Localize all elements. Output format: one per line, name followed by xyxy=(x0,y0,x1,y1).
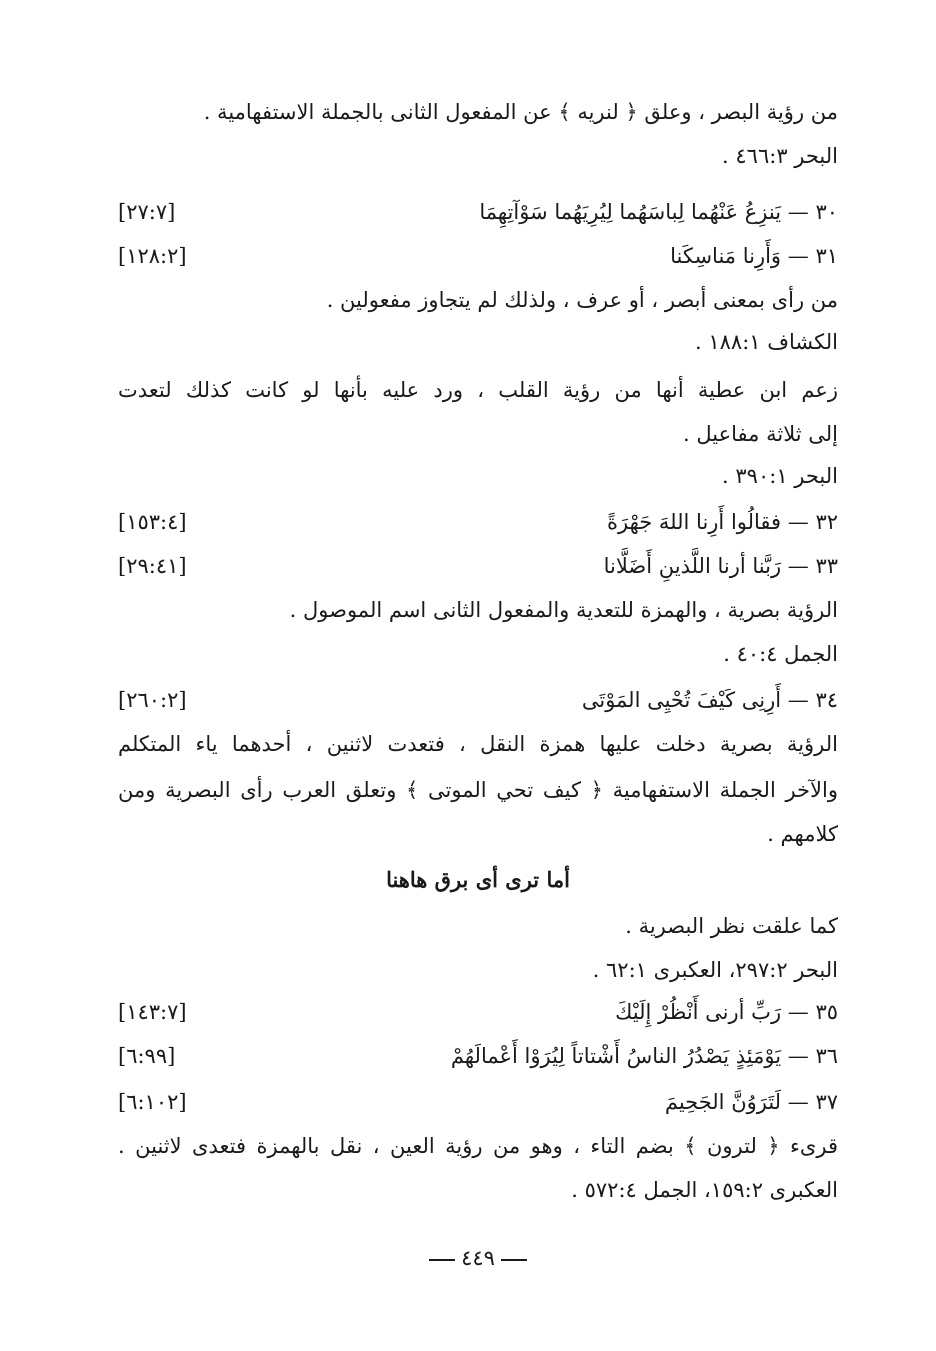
verse-ref-35: [١٤٣:٧] xyxy=(118,1000,187,1024)
text-line: زعم ابن عطية أنها من رؤية القلب ، ورد عليه بأنها لو كانت كذلك لتعدت xyxy=(118,378,838,402)
verse-line-35: ٣٥ — رَبِّ أرنى أَنْظُرْ إِلَيْكَ xyxy=(615,1000,838,1024)
page-number xyxy=(418,1242,538,1274)
text-line: قرىء ﴿ لترون ﴾ بضم التاء ، وهو من رؤية العين ، نقل بالهمزة فتعدى لاثنين . xyxy=(118,1134,838,1158)
verse-ref-32: [١٥٣:٤] xyxy=(118,510,187,534)
dash-decoration xyxy=(429,1259,455,1261)
text-line: من رؤية البصر ، وعلق ﴿ لنريه ﴾ عن المفعول الثانى بالجملة الاستفهامية . xyxy=(203,100,838,124)
text-line: إلى ثلاثة مفاعيل . xyxy=(683,422,838,446)
page-number-text: ٤٤٩ xyxy=(461,1246,495,1270)
verse-ref-36: [٦:٩٩] xyxy=(118,1044,176,1068)
citation-line: البحر ٢٩٧:٢، العكبرى ٦٢:١ . xyxy=(592,958,838,982)
verse-ref-31: [١٢٨:٢] xyxy=(118,244,187,268)
text-line: كلامهم . xyxy=(767,822,838,846)
text-line: والآخر الجملة الاستفهامية ﴿ كيف تحي الموتى ﴾ وتعلق العرب رأى البصرية ومن xyxy=(118,778,838,802)
text-line: الرؤية بصرية ، والهمزة للتعدية والمفعول الثانى اسم الموصول . xyxy=(289,598,838,622)
text-line: كما علقت نظر البصرية . xyxy=(625,914,838,938)
text-line: من رأى بمعنى أبصر ، أو عرف ، ولذلك لم يتجاوز مفعولين . xyxy=(326,288,838,312)
verse-line-37: ٣٧ — لَتَرَوُنَّ الجَحِيمَ xyxy=(664,1090,838,1114)
verse-ref-33: [٢٩:٤١] xyxy=(118,554,187,578)
verse-ref-34: [٢٦٠:٢] xyxy=(118,688,187,712)
citation-line: الجمل ٤٠:٤ . xyxy=(723,642,838,666)
verse-line-36: ٣٦ — يَوْمَئِذٍ يَصْدُرُ الناسُ أَشْتاتاً لِيُرَوْا أَعْمالَهُمْ xyxy=(450,1044,838,1068)
verse-ref-37: [٦:١٠٢] xyxy=(118,1090,187,1114)
citation-line: البحر ٤٦٦:٣ . xyxy=(722,144,838,168)
verse-line-33: ٣٣ — رَبَّنا أرنا اللَّذينِ أَضَلَّانا xyxy=(603,554,838,578)
citation-line: الكشاف ١٨٨:١ . xyxy=(695,330,838,354)
verse-line-31: ٣١ — وَأَرِنا مَناسِكَنا xyxy=(670,244,838,268)
citation-line: العكبرى ١٥٩:٢، الجمل ٥٧٢:٤ . xyxy=(571,1178,838,1202)
verse-line-30: ٣٠ — يَنزِعُ عَنْهُما لِباسَهُما لِيُرِيَهُما سَوْآتِهِمَا xyxy=(479,200,838,224)
verse-ref-30: [٢٧:٧] xyxy=(118,200,176,224)
text-line: الرؤية بصرية دخلت عليها همزة النقل ، فتعدت لاثنين ، أحدهما ياء المتكلم xyxy=(118,732,838,756)
poetry-line: أما ترى أى برق هاهنا xyxy=(386,867,570,892)
dash-decoration xyxy=(501,1259,527,1261)
verse-line-34: ٣٤ — أَرِنِى كَيْفَ تُحْيِى المَوْتَى xyxy=(581,688,838,712)
verse-line-32: ٣٢ — فقالُوا أَرِنا اللهَ جَهْرَةً xyxy=(607,510,838,534)
citation-line: البحر ٣٩٠:١ . xyxy=(722,464,838,488)
